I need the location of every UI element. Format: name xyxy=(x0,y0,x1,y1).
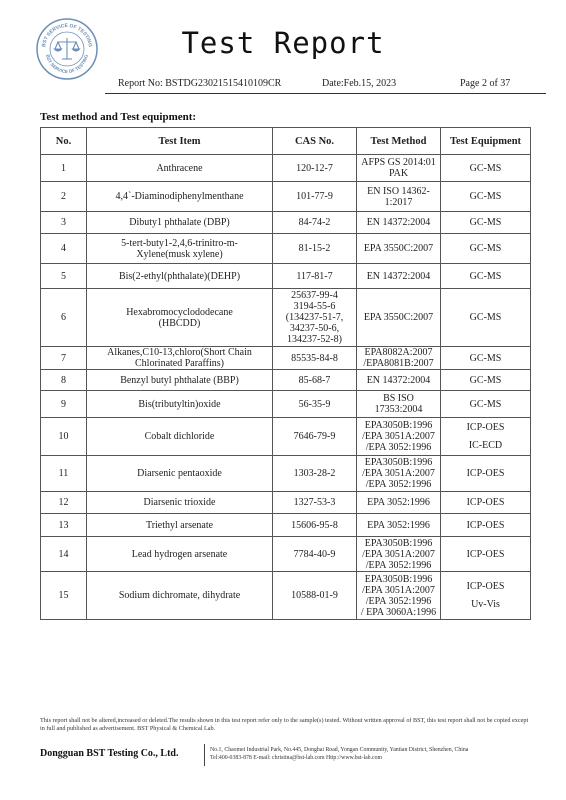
cell-method-line: /EPA 3052:1996 xyxy=(365,595,432,607)
cell-method-line: /EPA 3051A:2007 xyxy=(362,431,435,442)
cell-method xyxy=(357,418,441,456)
cell-no: 8 xyxy=(41,370,87,391)
cell-equip xyxy=(441,212,531,234)
cell-cas-line: 1327-53-3 xyxy=(293,497,336,508)
cell-method-line: EPA 3052:1996 xyxy=(367,497,430,508)
cell-method-line: EPA3050B:1996 xyxy=(364,537,433,549)
cell-item xyxy=(87,347,273,370)
cell-no: 10 xyxy=(41,418,87,456)
cell-method-line: EN 14372:2004 xyxy=(366,270,431,282)
cell-item xyxy=(87,212,273,234)
cell-equip-line: ICP-OES xyxy=(466,581,505,592)
cell-equip xyxy=(441,537,531,572)
cell-method xyxy=(357,492,441,514)
cell-cas-line: 34237-50-6, xyxy=(289,323,340,334)
cell-item-line: Anthracene xyxy=(156,162,203,174)
cell-equip-line: GC-MS xyxy=(469,270,502,282)
cell-method-line: EPA3050B:1996 xyxy=(364,573,433,585)
cell-cas-line: 1303-28-2 xyxy=(293,468,336,479)
cell-method xyxy=(357,234,441,264)
cell-cas-line: 25637-99-4 xyxy=(291,290,338,301)
cell-cas-line: 85-68-7 xyxy=(298,374,331,386)
cell-method-line: EN ISO 14362- xyxy=(367,185,430,197)
cell-method-line: AFPS GS 2014:01 xyxy=(361,157,436,168)
table-row xyxy=(41,212,531,234)
cell-cas xyxy=(273,289,357,347)
section-title: Test method and Test equipment: xyxy=(40,111,197,123)
cell-equip-line: GC-MS xyxy=(469,398,502,410)
cell-cas-line: 56-35-9 xyxy=(298,398,331,410)
cell-item xyxy=(87,370,273,391)
cell-no: 9 xyxy=(41,391,87,418)
table-row xyxy=(41,264,531,289)
cell-cas xyxy=(273,182,357,212)
cell-cas-line: 7646-79-9 xyxy=(293,431,336,442)
cell-cas-line: (134237-51-7, xyxy=(285,312,344,323)
cell-method-line: 17353:2004 xyxy=(374,404,423,415)
cell-cas-line: 85535-84-8 xyxy=(291,352,338,364)
cell-item-line: Diarsenic trioxide xyxy=(143,497,216,508)
cell-method xyxy=(357,456,441,492)
cell-method xyxy=(357,347,441,370)
cell-no: 12 xyxy=(41,492,87,514)
cell-item-line: Cobalt dichloride xyxy=(144,431,215,442)
cell-item-line: Dibuty1 phthalate (DBP) xyxy=(129,217,230,228)
cell-cas xyxy=(273,456,357,492)
cell-item xyxy=(87,418,273,456)
cell-method xyxy=(357,370,441,391)
table-row xyxy=(41,234,531,264)
cell-no: 7 xyxy=(41,347,87,370)
cell-equip-line: ICP-OES xyxy=(466,519,505,531)
cell-item-line: Triethyl arsenate xyxy=(145,519,214,531)
disclaimer-text: This report shall not be altered,increased or deleted.The results shown in this test report refer only to the sample(s) tested. Without written approval of BST, this test report shall not be copied except in full and published as advertisement. BST Physical & Chemical Lab. xyxy=(40,717,529,732)
cell-method-line: EPA3050B:1996 xyxy=(364,420,433,431)
cell-item-line: Bis(2-ethyl(phthalate)(DEHP) xyxy=(118,270,241,282)
cell-equip-line: GC-MS xyxy=(469,312,502,323)
cell-cas-line: 10588-01-9 xyxy=(291,590,338,601)
cell-item xyxy=(87,155,273,182)
cell-cas xyxy=(273,514,357,537)
cell-method-line: EPA 3550C:2007 xyxy=(363,243,434,254)
cell-method-line: /EPA 3052:1996 xyxy=(365,479,432,490)
table-body xyxy=(41,155,531,620)
cell-equip xyxy=(441,264,531,289)
cell-equip-line: ICP-OES xyxy=(466,497,505,508)
cell-cas xyxy=(273,572,357,620)
cell-method-line: / EPA 3060A:1996 xyxy=(360,606,437,618)
footer-contact-block xyxy=(210,746,468,762)
company-address: No.1, Chaomei Industrial Park, No.445, Donghai Road, Yongan Community, Yantian District, Shenzhen, China xyxy=(210,747,469,753)
cell-cas-line: 81-15-2 xyxy=(298,243,331,254)
report-title: Test Report xyxy=(181,26,385,60)
cell-item-line: Benzyl butyl phthalate (BBP) xyxy=(120,374,239,386)
cell-method-line: /EPA 3051A:2007 xyxy=(362,468,435,479)
cell-method xyxy=(357,264,441,289)
cell-item-line: 4,4`-Diaminodiphenylmenthane xyxy=(115,191,244,202)
cell-no: 2 xyxy=(41,182,87,212)
table-header-row xyxy=(41,128,531,155)
page-number: Page 2 of 37 xyxy=(460,78,511,89)
cell-equip-line: Uv-Vis xyxy=(471,599,500,610)
cell-item-line: Lead hydrogen arsenate xyxy=(131,548,228,560)
cell-equip xyxy=(441,492,531,514)
cell-equip-line: GC-MS xyxy=(469,162,502,174)
cell-method xyxy=(357,391,441,418)
cell-item-line: Hexabromocyclododecane xyxy=(126,306,233,318)
cell-item xyxy=(87,391,273,418)
cell-method-line: PAK xyxy=(388,168,409,179)
cell-equip-line: ICP-OES xyxy=(466,548,505,560)
cell-equip xyxy=(441,155,531,182)
cell-no: 5 xyxy=(41,264,87,289)
cell-method-line: EPA 3550C:2007 xyxy=(363,312,434,323)
cell-equip-line: ICP-OES xyxy=(466,468,505,479)
cell-cas xyxy=(273,391,357,418)
cell-no: 3 xyxy=(41,212,87,234)
header-rule xyxy=(105,93,546,94)
cell-item-line: Chlorinated Paraffins) xyxy=(135,358,224,369)
header-cas-no: CAS No. xyxy=(273,128,357,155)
table-row xyxy=(41,514,531,537)
cell-cas xyxy=(273,264,357,289)
table-row xyxy=(41,347,531,370)
report-number: Report No: BSTDG23021515410109CR xyxy=(118,78,282,89)
cell-cas xyxy=(273,537,357,572)
cell-method-line: /EPA8081B:2007 xyxy=(363,358,434,369)
table-row xyxy=(41,492,531,514)
table-row xyxy=(41,456,531,492)
cell-equip xyxy=(441,182,531,212)
cell-cas xyxy=(273,234,357,264)
table-row xyxy=(41,391,531,418)
cell-equip-line: GC-MS xyxy=(469,191,502,202)
cell-equip xyxy=(441,347,531,370)
cell-cas xyxy=(273,418,357,456)
footer-divider xyxy=(204,744,205,766)
logo-text-bottom: BST SERVICE OF TESTING xyxy=(45,54,89,75)
cell-method-line: /EPA 3051A:2007 xyxy=(362,584,435,596)
cell-cas xyxy=(273,212,357,234)
cell-method xyxy=(357,289,441,347)
cell-item-line: Alkanes,C10-13,chloro(Short Chain xyxy=(107,347,252,358)
cell-equip xyxy=(441,370,531,391)
cell-equip xyxy=(441,391,531,418)
cell-cas-line: 117-81-7 xyxy=(296,270,333,282)
cell-method xyxy=(357,514,441,537)
cell-cas-line: 15606-95-8 xyxy=(291,519,338,531)
cell-item-line: Bis(tributyltin)oxide xyxy=(138,398,221,410)
table-row xyxy=(41,572,531,620)
cell-method-line: EPA 3052:1996 xyxy=(367,519,430,531)
table-row xyxy=(41,370,531,391)
table-row xyxy=(41,418,531,456)
cell-cas xyxy=(273,370,357,391)
cell-equip xyxy=(441,289,531,347)
cell-item xyxy=(87,572,273,620)
cell-method-line: EPA3050B:1996 xyxy=(364,457,433,468)
cell-cas xyxy=(273,347,357,370)
cell-equip xyxy=(441,456,531,492)
cell-method-line: EN 14372:2004 xyxy=(366,374,431,386)
company-name: Dongguan BST Testing Co., Ltd. xyxy=(40,748,179,759)
table-row xyxy=(41,537,531,572)
cell-method-line: /EPA 3052:1996 xyxy=(365,442,432,453)
cell-cas xyxy=(273,155,357,182)
test-methods-table xyxy=(40,127,531,620)
cell-cas-line: 101-77-9 xyxy=(296,191,333,202)
cell-no: 11 xyxy=(41,456,87,492)
table-row xyxy=(41,155,531,182)
table-row xyxy=(41,182,531,212)
cell-item xyxy=(87,537,273,572)
cell-item xyxy=(87,289,273,347)
cell-item xyxy=(87,234,273,264)
cell-item xyxy=(87,456,273,492)
cell-method xyxy=(357,212,441,234)
cell-cas-line: 120-12-7 xyxy=(296,162,333,174)
header-test-method: Test Method xyxy=(357,128,441,155)
cell-equip-line: IC-ECD xyxy=(468,440,503,451)
table-row xyxy=(41,289,531,347)
cell-item xyxy=(87,514,273,537)
cell-item xyxy=(87,264,273,289)
cell-no: 13 xyxy=(41,514,87,537)
cell-method-line: /EPA 3051A:2007 xyxy=(362,548,435,560)
cell-no: 1 xyxy=(41,155,87,182)
cell-no: 6 xyxy=(41,289,87,347)
cell-item-line: Sodium dichromate, dihydrate xyxy=(118,590,241,601)
cell-equip xyxy=(441,234,531,264)
cell-cas-line: 7784-40-9 xyxy=(293,548,336,560)
header-test-item: Test Item xyxy=(87,128,273,155)
cell-method-line: BS ISO xyxy=(383,393,414,404)
cell-item xyxy=(87,492,273,514)
cell-cas-line: 84-74-2 xyxy=(298,217,331,228)
cell-cas-line: 3194-55-6 xyxy=(293,301,336,312)
cell-cas-line: 134237-52-8) xyxy=(287,334,342,345)
cell-method-line: 1:2017 xyxy=(384,196,413,208)
logo-text-top: BST SERVICE OF TESTING xyxy=(41,22,93,48)
cell-method xyxy=(357,572,441,620)
cell-no: 15 xyxy=(41,572,87,620)
cell-item-line: Diarsenic pentaoxide xyxy=(137,468,222,479)
cell-item-line: (HBCDD) xyxy=(158,317,201,329)
cell-equip xyxy=(441,418,531,456)
cell-method-line: /EPA 3052:1996 xyxy=(365,559,432,571)
cell-method xyxy=(357,155,441,182)
header-no: No. xyxy=(41,128,87,155)
cell-method-line: EN 14372:2004 xyxy=(366,217,431,228)
cell-equip xyxy=(441,514,531,537)
cell-no: 14 xyxy=(41,537,87,572)
cell-item-line: Xylene(musk xylene) xyxy=(136,248,223,260)
cell-cas xyxy=(273,492,357,514)
cell-equip-line: GC-MS xyxy=(469,374,502,386)
cell-equip-line: GC-MS xyxy=(469,352,502,364)
cell-item xyxy=(87,182,273,212)
cell-no: 4 xyxy=(41,234,87,264)
cell-equip xyxy=(441,572,531,620)
cell-method-line: EPA8082A:2007 xyxy=(364,347,433,358)
cell-method xyxy=(357,537,441,572)
company-contact: Tel:400-0383-878 E-mail: christina@bst-lab.com Http://www.bst-lab.com xyxy=(210,755,382,761)
cell-equip-line: GC-MS xyxy=(469,217,502,228)
cell-equip-line: GC-MS xyxy=(469,243,502,254)
cell-method xyxy=(357,182,441,212)
report-date: Date:Feb.15, 2023 xyxy=(322,78,397,89)
cell-equip-line: ICP-OES xyxy=(466,422,505,433)
header-test-equipment: Test Equipment xyxy=(441,128,531,155)
cell-item-line: 5-tert-buty1-2,4,6-trinitro-m- xyxy=(121,237,238,249)
